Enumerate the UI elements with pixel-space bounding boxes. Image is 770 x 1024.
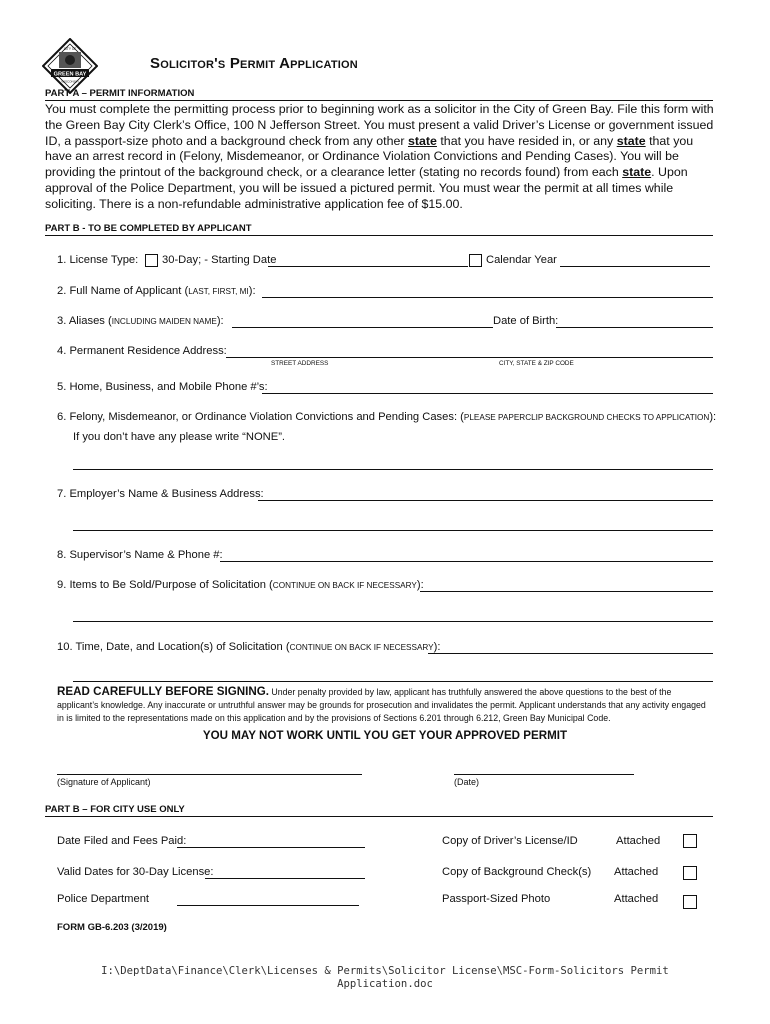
signature-date-field[interactable]: [454, 774, 634, 775]
q6-note: If you don’t have any please write “NONE”.: [73, 431, 286, 443]
dob-label: Date of Birth:: [493, 315, 559, 327]
q10-label: 10. Time, Date, and Location(s) of Solicitation (CONTINUE ON BACK IF NECESSARY):: [57, 641, 441, 653]
q5-label: 5. Home, Business, and Mobile Phone #’s:: [57, 381, 268, 393]
q1-option-calendar: Calendar Year: [486, 254, 557, 266]
date-filed-label: Date Filed and Fees Paid:: [57, 835, 187, 847]
part-b-header: PART B - TO BE COMPLETED BY APPLICANT: [45, 223, 252, 234]
starting-date-field[interactable]: [268, 266, 468, 267]
copy-dl-checkbox[interactable]: [683, 834, 697, 848]
police-label: Police Department: [57, 893, 150, 905]
q2-label: 2. Full Name of Applicant (LAST, FIRST, MI):: [57, 285, 256, 297]
valid-dates-field[interactable]: [205, 878, 365, 879]
thirty-day-checkbox[interactable]: [145, 254, 158, 267]
valid-dates-label: Valid Dates for 30-Day License:: [57, 866, 214, 878]
q1-label: 1. License Type:: [57, 254, 139, 266]
date-filed-field[interactable]: [177, 847, 365, 848]
time-location-field-line-2[interactable]: [73, 681, 713, 682]
city-use-header: PART B – FOR CITY USE ONLY: [45, 804, 185, 815]
state-emphasis-2: state: [616, 133, 646, 148]
q9-label: 9. Items to Be Sold/Purpose of Solicitation (CONTINUE ON BACK IF NECESSARY):: [57, 579, 424, 591]
copy-bg-attached-label: Attached: [614, 866, 659, 878]
city-use-rule: [45, 816, 713, 817]
q1-option-30day: 30-Day; - Starting Date: [162, 254, 277, 266]
photo-attached-label: Attached: [614, 893, 659, 905]
page-title: Solicitor's Permit Application: [150, 55, 358, 72]
phone-field[interactable]: [262, 393, 713, 394]
street-address-caption: STREET ADDRESS: [271, 360, 329, 367]
logo-bottom-text: WISCONSIN: [61, 79, 79, 84]
signature-field[interactable]: [57, 774, 362, 775]
file-path-footer: I:\DeptData\Finance\Clerk\Licenses & Permits\Solicitor License\MSC-Form-Solicitors Permit Application.doc: [101, 965, 669, 990]
convictions-field[interactable]: [73, 469, 713, 470]
part-a-header: PART A – PERMIT INFORMATION: [45, 88, 195, 99]
state-emphasis-1: state: [407, 133, 437, 148]
part-b-rule: [45, 235, 713, 236]
q7-label: 7. Employer’s Name & Business Address:: [57, 488, 264, 500]
dob-field[interactable]: [556, 327, 713, 328]
copy-bg-checkbox[interactable]: [683, 866, 697, 880]
logo-top-text: CITY OF: [63, 47, 77, 51]
items-sold-field[interactable]: [420, 591, 713, 592]
permit-warning: YOU MAY NOT WORK UNTIL YOU GET YOUR APPROVED PERMIT: [202, 729, 568, 742]
residence-address-field[interactable]: [226, 357, 713, 358]
copy-dl-attached-label: Attached: [616, 835, 661, 847]
q8-label: 8. Supervisor’s Name & Phone #:: [57, 549, 223, 561]
aliases-field[interactable]: [232, 327, 493, 328]
signature-label: (Signature of Applicant): [57, 777, 151, 787]
city-state-zip-caption: CITY, STATE & ZIP CODE: [499, 360, 574, 367]
copy-bg-label: Copy of Background Check(s): [442, 866, 592, 878]
part-a-paragraph: You must complete the permitting process prior to beginning work as a solicitor in the City of Green Bay. File this form with the Green Bay City Clerk’s Office, 100 N Jefferson Street. You must present a valid Driver’s License or government issued ID, a passport-size photo and a background check from any other state that you have resided in, or any state that you have an arrest record in (Felony, Misdemeanor, or Ordinance Violation Convictions and Pending Cases). You will be providing the printout of the background check, or a clearance letter (stating no records found) from each state. Upon approval of the Police Department, you will be issued a pictured permit. You must wear the permit at all times while soliciting. There is a non-refundable administrative application fee of $15.00.: [45, 102, 714, 211]
photo-checkbox[interactable]: [683, 895, 697, 909]
photo-label: Passport-Sized Photo: [442, 893, 551, 905]
logo-main-text: GREEN BAY: [53, 71, 87, 78]
copy-dl-label: Copy of Driver’s License/ID: [442, 835, 578, 847]
calendar-year-checkbox[interactable]: [469, 254, 482, 267]
signature-date-label: (Date): [454, 777, 480, 787]
employer-field[interactable]: [258, 500, 713, 501]
q4-label: 4. Permanent Residence Address:: [57, 345, 227, 357]
employer-field-line-2[interactable]: [73, 530, 713, 531]
full-name-field[interactable]: [262, 297, 713, 298]
signing-notice: READ CAREFULLY BEFORE SIGNING. Under penalty provided by law, applicant has truthfully answered the above questions to the best of the applicant’s knowledge. Any inaccurate or untruthful answer may be grounds for prosecution and invalidates the permit. Applicant understands that any activity engaged in is limited to the representations made on this application and by the provisions of Sections 6.201 through 6.212, Green Bay Municipal Code.: [57, 685, 706, 723]
calendar-year-field[interactable]: [560, 266, 710, 267]
state-emphasis-3: state: [622, 165, 652, 180]
notice-lead: READ CAREFULLY BEFORE SIGNING.: [57, 685, 269, 698]
supervisor-field[interactable]: [220, 561, 713, 562]
q6-label: 6. Felony, Misdemeanor, or Ordinance Violation Convictions and Pending Cases: (PLEASE PAPERCLIP BACKGROUND CHECKS TO APPLICATION):: [57, 411, 717, 423]
q3-label: 3. Aliases (INCLUDING MAIDEN NAME):: [57, 315, 224, 327]
form-number: FORM GB-6.203 (3/2019): [57, 922, 167, 933]
police-field[interactable]: [177, 905, 359, 906]
items-sold-field-line-2[interactable]: [73, 621, 713, 622]
city-seal-logo: [42, 38, 98, 94]
part-a-rule: [45, 100, 713, 101]
time-location-field[interactable]: [428, 653, 713, 654]
